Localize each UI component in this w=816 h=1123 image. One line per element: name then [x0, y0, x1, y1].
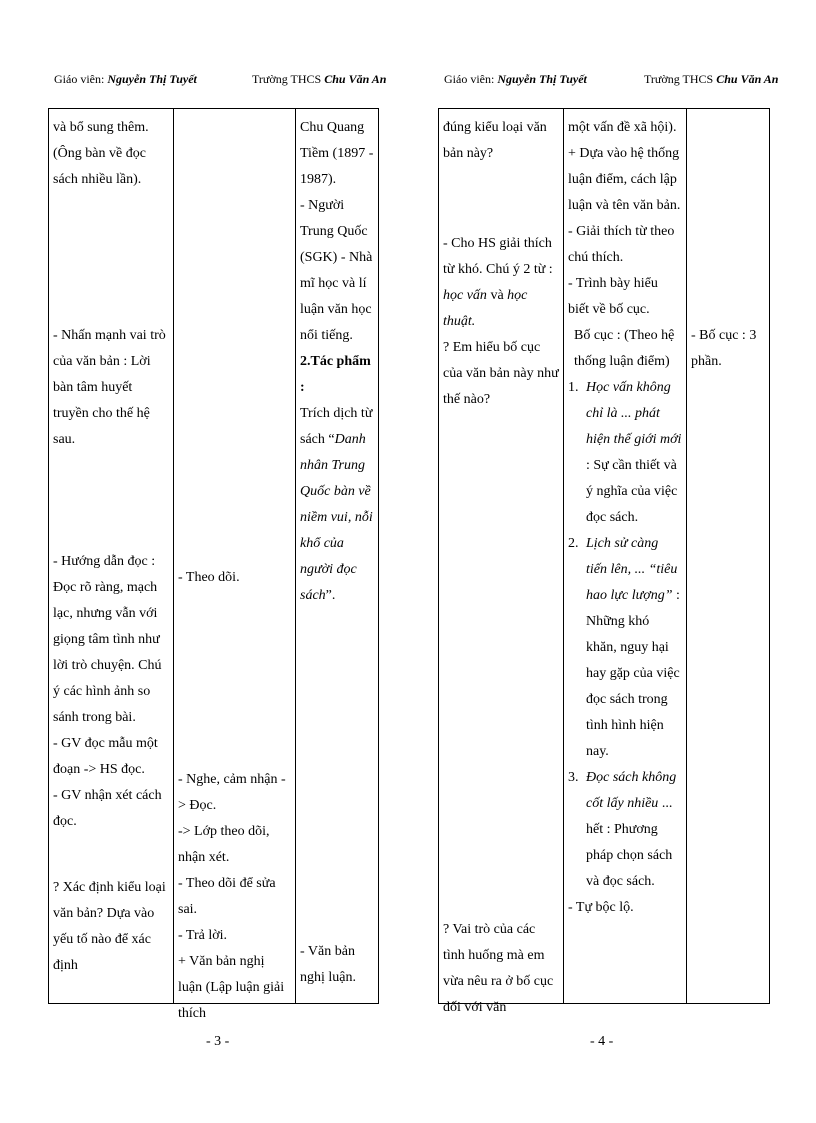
text-paragraph: - Hướng dẫn đọc : Đọc rõ ràng, mạch lạc, nhưng vẫn với giọng tâm tình như lời trò chuyện. Chú ý các hình ảnh so sánh trong bài. [53, 554, 162, 725]
section-title: 2.Tác phẩm : [300, 354, 371, 395]
right-header-teacher: Giáo viên: Nguyễn Thị Tuyết [444, 72, 587, 86]
text-paragraph: - Trình bày hiểu biết về bố cục. [568, 276, 658, 317]
left-lesson-table [48, 108, 379, 1021]
left-content-column [295, 109, 378, 1003]
text-paragraph: - Nhấn mạnh vai trò của văn bản : Lời bàn tâm huyết truyền cho thế hệ sau. [53, 328, 166, 447]
text-paragraph: -> Lớp theo dõi, nhận xét. [178, 824, 270, 865]
text-paragraph: Chu Quang Tiềm (1897 - 1987). [300, 120, 374, 187]
text-paragraph: Bố cục : (Theo hệ thống luận điểm) [574, 328, 675, 369]
text-paragraph: + Văn bản nghị luận (Lập luận giải thích [178, 954, 285, 1021]
left-teacher-activity-column [49, 109, 173, 1003]
text-paragraph: - Giải thích từ theo chú thích. [568, 224, 675, 265]
text-paragraph: - Nghe, cảm nhận -> Đọc. [178, 772, 286, 813]
right-student-activity-column [563, 109, 686, 1003]
school-name: Chu Văn An [716, 72, 779, 86]
text-paragraph: đúng kiểu loại văn bản này? [443, 120, 547, 161]
left-student-activity-column [173, 109, 295, 1021]
page-number-left: - 3 - [206, 1034, 230, 1049]
teacher-name: Nguyễn Thị Tuyết [107, 72, 197, 86]
text-paragraph: - Tự bộc lộ. [568, 900, 634, 915]
right-content-column [686, 109, 769, 1003]
outline-item: 2. Lịch sử càng tiến lên, ... “tiêu hao lực lượng” : Những khó khăn, nguy hại hay gặp của việc đọc sách trong tình hình hiện nay. [568, 536, 680, 759]
text-paragraph: - Văn bản nghị luận. [300, 944, 356, 985]
right-lesson-table [438, 108, 770, 1015]
question-paragraph: ? Vai trò của các tình huống mà em vừa nêu ra ở bố cục đối với văn [443, 922, 554, 1015]
text-paragraph: - Cho HS giải thích từ khó. Chú ý 2 từ : học vấn và học thuật. [443, 236, 553, 329]
question-paragraph: ? Xác định kiểu loại văn bản? Dựa vào yếu tố nào để xác định [53, 880, 166, 973]
school-name: Chu Văn An [324, 72, 387, 86]
text-paragraph: - Theo dõi. [178, 570, 240, 585]
text-paragraph: (Ông bàn về đọc sách nhiều lần). [53, 146, 146, 187]
book-title: Danh nhân Trung Quốc bàn về niềm vui, nỗi khổ của người đọc sách [300, 432, 373, 603]
text-paragraph: Trích dịch từ sách “Danh nhân Trung Quốc bàn về niềm vui, nỗi khổ của người đọc sách”. [300, 406, 373, 603]
outline-item: 1. Học vấn không chỉ là ... phát hiện thế giới mới : Sự cần thiết và ý nghĩa của việc đọc sách. [568, 380, 682, 525]
question-paragraph: ? Em hiểu bố cục của văn bản này như thế nào? [443, 340, 559, 407]
right-teacher-activity-column [439, 109, 563, 1015]
text-paragraph: một vấn đề xã hội). [568, 120, 677, 135]
teacher-name: Nguyễn Thị Tuyết [497, 72, 587, 86]
left-header-school: Trường THCS Chu Văn An [252, 72, 387, 86]
outline-item: 3. Đọc sách không cốt lấy nhiều ... hết : Phương pháp chọn sách và đọc sách. [568, 770, 677, 889]
text-paragraph: - Người Trung Quốc (SGK) - Nhà mĩ học và lí luận văn học nổi tiếng. [300, 198, 373, 343]
text-paragraph: - Theo dõi để sửa sai. [178, 876, 276, 917]
page-number-right: - 4 - [590, 1034, 614, 1049]
text-paragraph: + Dựa vào hệ thống luận điểm, cách lập luận và tên văn bản. [568, 146, 681, 213]
right-header-school: Trường THCS Chu Văn An [644, 72, 779, 86]
text-paragraph: - Trả lời. [178, 928, 228, 943]
text-paragraph: và bổ sung thêm. [53, 120, 149, 135]
left-header-teacher: Giáo viên: Nguyễn Thị Tuyết [54, 72, 197, 86]
text-paragraph: - Bố cục : 3 phần. [691, 328, 757, 369]
text-paragraph: - GV đọc mẫu một đoạn -> HS đọc. [53, 736, 158, 777]
text-paragraph: - GV nhận xét cách đọc. [53, 788, 162, 829]
